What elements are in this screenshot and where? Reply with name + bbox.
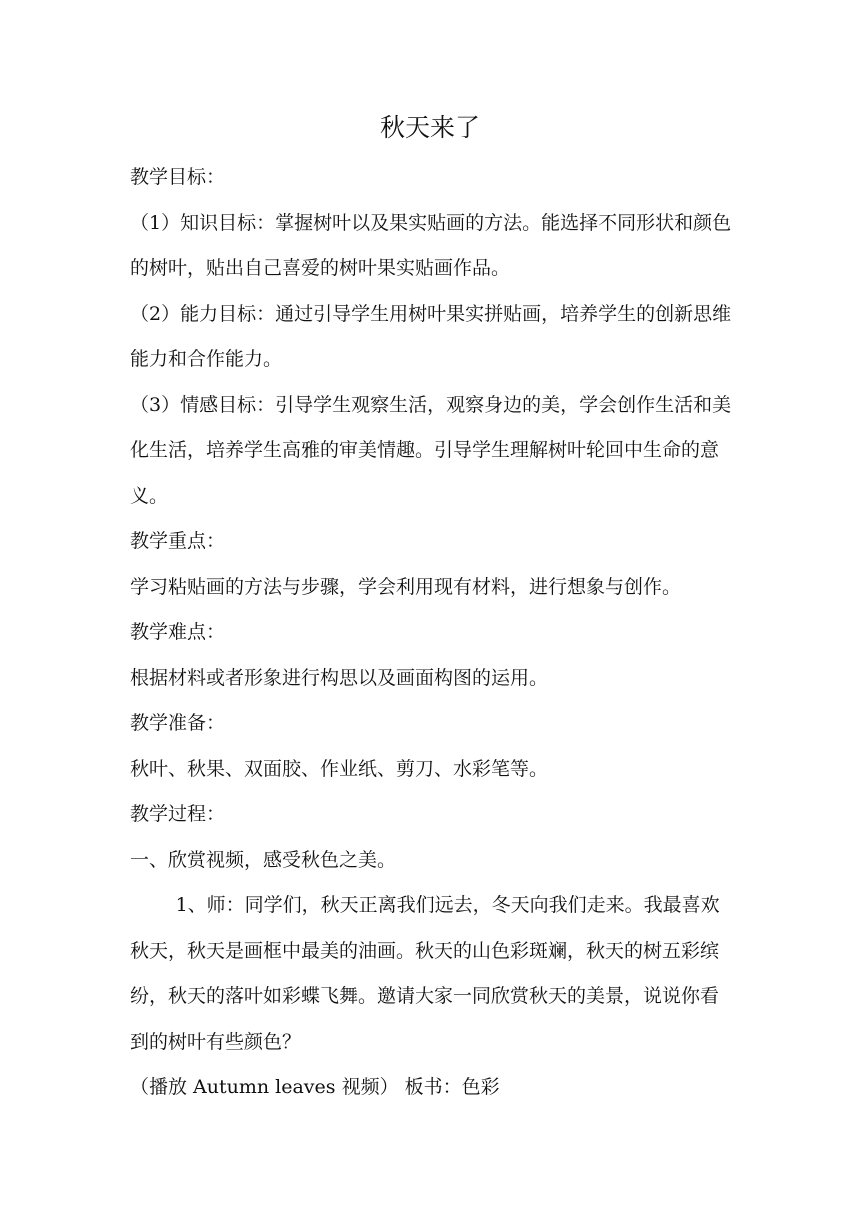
document-title: 秋天来了 <box>379 113 480 142</box>
heading-teaching-goals: 教学目标： <box>130 166 226 188</box>
goal-knowledge: （1）知识目标：掌握树叶以及果实贴画的方法。能选择不同形状和颜色的树叶，贴出自己喜爱的树叶果实贴画作品。 <box>130 211 732 279</box>
heading-preparation: 教学准备： <box>130 712 226 734</box>
video-note: （播放 Autumn leaves 视频） 板书：色彩 <box>130 1076 500 1098</box>
heading-process: 教学过程： <box>130 803 226 825</box>
teacher-dialogue: 1、师：同学们，秋天正离我们远去，冬天向我们走来。我最喜欢秋天，秋天是画框中最美的油画。秋天的山色彩斑斓，秋天的树五彩缤纷，秋天的落叶如彩蝶飞舞。邀请大家一同欣赏秋天的美景，说说你看到的树叶有些颜色？ <box>130 894 720 1053</box>
goal-emotion: （3）情感目标：引导学生观察生活，观察身边的美，学会创作生活和美化生活，培养学生高雅的审美情趣。引导学生理解树叶轮回中生命的意义。 <box>130 393 732 507</box>
goal-ability: （2）能力目标：通过引导学生用树叶果实拼贴画，培养学生的创新思维能力和合作能力。 <box>130 302 732 370</box>
heading-key-points: 教学重点： <box>130 530 226 552</box>
preparation-text: 秋叶、秋果、双面胶、作业纸、剪刀、水彩笔等。 <box>130 757 549 780</box>
key-points-text: 学习粘贴画的方法与步骤，学会利用现有材料，进行想象与创作。 <box>130 575 682 598</box>
process-step-one: 一、欣赏视频，感受秋色之美。 <box>130 848 397 871</box>
difficulties-text: 根据材料或者形象进行构思以及画面构图的运用。 <box>130 666 549 689</box>
document-body <box>130 155 734 1111</box>
heading-difficulties: 教学难点： <box>130 621 226 643</box>
